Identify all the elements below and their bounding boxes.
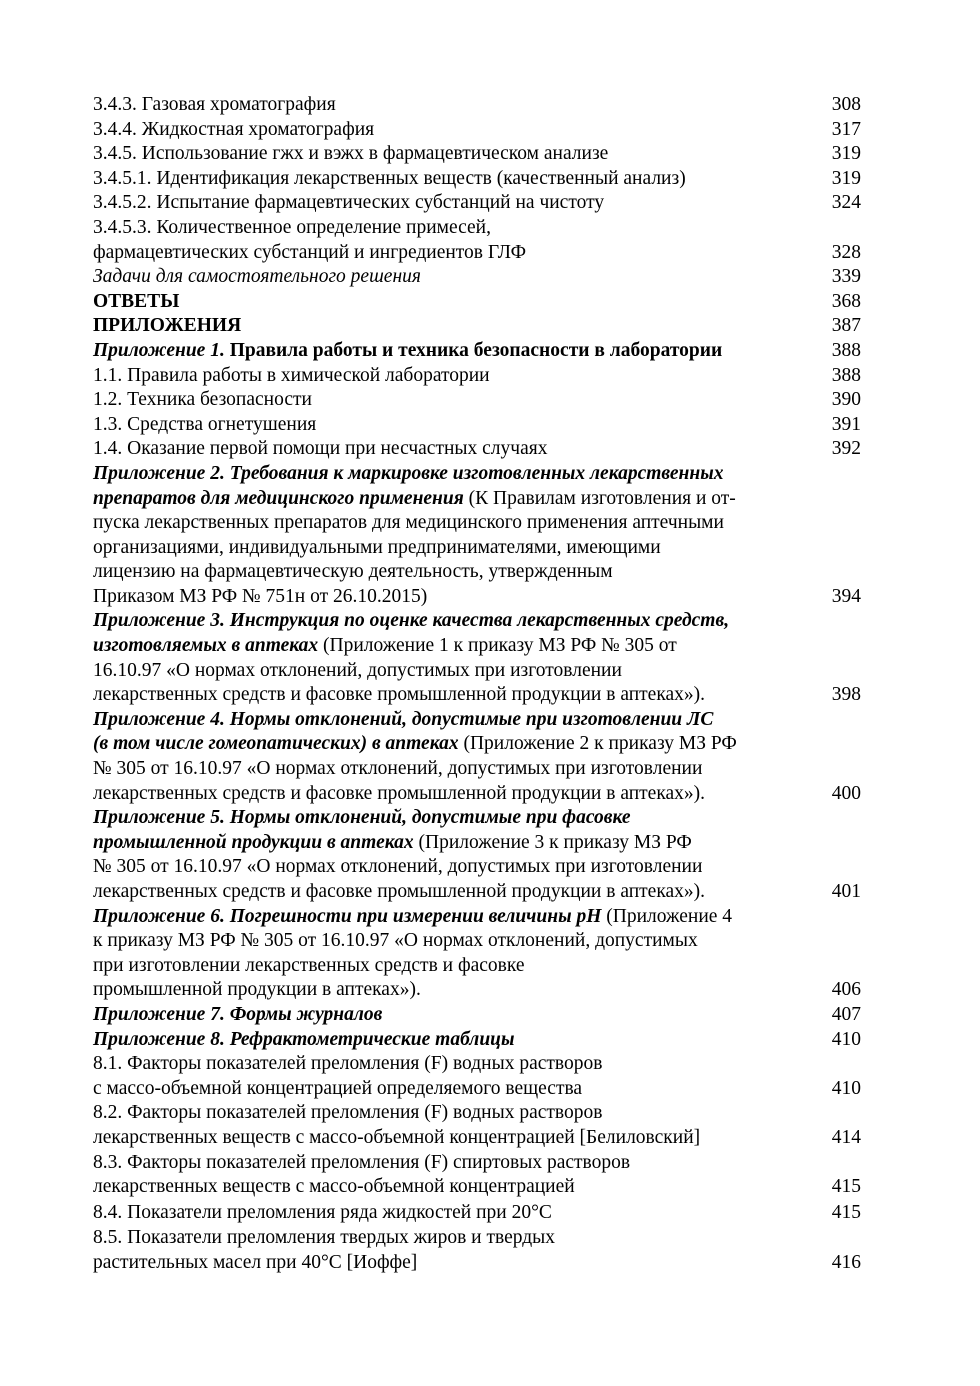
toc-entry-text: 8.2. Факторы показателей преломления (F) водных растворов bbox=[93, 1102, 603, 1124]
toc-page-number: 407 bbox=[831, 1003, 861, 1025]
toc-entry-text: лекарственных средств и фасовке промышленной продукции в аптеках»). bbox=[93, 782, 706, 804]
toc-entry-text: Приложение 5. Нормы отклонений, допустимые при фасовке bbox=[93, 807, 631, 829]
toc-entry-line bbox=[93, 1251, 811, 1276]
toc-page-number: 387 bbox=[831, 315, 861, 337]
toc-entry-line bbox=[93, 757, 811, 782]
toc-entry-line bbox=[93, 708, 811, 733]
toc-entry-text: (в том числе гомеопатических) в аптеках bbox=[93, 733, 459, 755]
toc-entry-text: ОТВЕТЫ bbox=[93, 290, 180, 312]
toc-entry-line bbox=[93, 782, 811, 807]
toc-page-number: 401 bbox=[831, 881, 861, 902]
toc-entry-text: (Приложение 1 к приказу МЗ РФ № 305 от bbox=[318, 635, 677, 657]
toc-entry-text: 3.4.5. Использование гжх и вэжх в фармацевтическом анализе bbox=[93, 143, 609, 165]
toc-entry-line bbox=[93, 191, 811, 216]
toc-entry-text: Приложение 3. Инструкция по оценке качества лекарственных средств, bbox=[93, 610, 730, 632]
toc-entry-text: 3.4.5.3. Количественное определение примесей, bbox=[93, 216, 491, 238]
toc-entry-line bbox=[93, 880, 811, 905]
toc-page-number: 392 bbox=[831, 438, 861, 460]
toc-entry bbox=[93, 905, 861, 1003]
toc-entry-text: ПРИЛОЖЕНИЯ bbox=[93, 315, 242, 337]
toc-page-number: 398 bbox=[831, 684, 861, 706]
toc-entry-line bbox=[93, 487, 811, 512]
toc-entry-text: лекарственных средств и фасовке промышленной продукции в аптеках»). bbox=[93, 881, 706, 902]
toc-page-number: 415 bbox=[831, 1201, 861, 1223]
toc-entry-text: № 305 от 16.10.97 «О нормах отклонений, допустимых при изготовлении bbox=[93, 856, 703, 878]
toc-entry-line bbox=[93, 1126, 811, 1151]
toc-entry-line bbox=[93, 855, 811, 880]
toc-page-number: 324 bbox=[831, 192, 861, 214]
toc-entry-text: пуска лекарственных препаратов для медицинского применения аптечными bbox=[93, 512, 724, 534]
toc-entry-line bbox=[93, 265, 811, 290]
toc-entry-text: 16.10.97 «О нормах отклонений, допустимых при изготовлении bbox=[93, 659, 622, 681]
toc-entry-line bbox=[93, 1003, 811, 1028]
toc-entry bbox=[93, 314, 861, 339]
toc-entry-text: Приказом МЗ РФ № 751н от 26.10.2015) bbox=[93, 585, 428, 607]
toc-entry bbox=[93, 1101, 861, 1150]
toc-entry bbox=[93, 1201, 861, 1226]
toc-entry-line bbox=[93, 659, 811, 684]
toc-entry-line bbox=[93, 609, 811, 634]
toc-entry-text: Приложение 4. Нормы отклонений, допустимые при изготовлении ЛС bbox=[93, 708, 714, 730]
toc-entry bbox=[93, 708, 861, 806]
toc-entry-line bbox=[93, 905, 811, 930]
toc-entry-line bbox=[93, 929, 811, 954]
table-of-contents bbox=[93, 93, 861, 1276]
toc-entry-line bbox=[93, 241, 811, 266]
toc-entry-line bbox=[93, 1151, 811, 1176]
toc-entry-line bbox=[93, 1175, 811, 1200]
toc-entry-line bbox=[93, 118, 811, 143]
toc-entry-text: 8.3. Факторы показателей преломления (F) спиртовых растворов bbox=[93, 1151, 631, 1173]
toc-entry bbox=[93, 339, 861, 364]
toc-entry-line bbox=[93, 585, 811, 610]
toc-entry-line bbox=[93, 413, 811, 438]
toc-entry-line bbox=[93, 683, 811, 708]
toc-entry bbox=[93, 265, 861, 290]
toc-entry-line bbox=[93, 216, 811, 241]
toc-entry bbox=[93, 364, 861, 389]
toc-entry-text: 1.3. Средства огнетушения bbox=[93, 413, 317, 435]
toc-entry bbox=[93, 609, 861, 707]
toc-page-number: 368 bbox=[831, 290, 861, 312]
toc-entry bbox=[93, 388, 861, 413]
toc-page-number: 416 bbox=[831, 1251, 861, 1273]
toc-entry-line bbox=[93, 364, 811, 389]
toc-page-number: 414 bbox=[831, 1126, 861, 1148]
toc-entry bbox=[93, 1003, 861, 1028]
toc-entry-line bbox=[93, 560, 811, 585]
toc-entry-text: Задачи для самостоятельного решения bbox=[93, 266, 421, 288]
toc-entry-text: (Приложение 3 к приказу МЗ РФ bbox=[413, 831, 692, 853]
toc-entry-text: 3.4.4. Жидкостная хроматография bbox=[93, 118, 375, 140]
toc-entry-text: 8.1. Факторы показателей преломления (F) водных растворов bbox=[93, 1053, 603, 1075]
toc-entry bbox=[93, 93, 861, 118]
toc-entry-text: 1.1. Правила работы в химической лаборатории bbox=[93, 364, 490, 386]
toc-entry-line bbox=[93, 437, 811, 462]
toc-entry-line bbox=[93, 1028, 811, 1053]
toc-entry bbox=[93, 118, 861, 143]
toc-page-number: 391 bbox=[831, 413, 861, 435]
toc-entry-text: промышленной продукции в аптеках»). bbox=[93, 979, 421, 1001]
toc-page-number: 308 bbox=[831, 94, 861, 115]
toc-entry-text: лекарственных веществ с массо-объемной концентрацией [Белиловский] bbox=[93, 1126, 701, 1148]
toc-entry-text: 8.5. Показатели преломления твердых жиров и твердых bbox=[93, 1227, 556, 1249]
toc-entry-text: Приложение 2. Требования к маркировке изготовленных лекарственных bbox=[93, 462, 724, 484]
toc-entry-text: (Приложение 4 bbox=[601, 905, 733, 927]
toc-entry bbox=[93, 413, 861, 438]
toc-entry bbox=[93, 290, 861, 315]
toc-entry-line bbox=[93, 732, 811, 757]
toc-entry-line bbox=[93, 388, 811, 413]
toc-entry bbox=[93, 1151, 861, 1200]
toc-entry-line bbox=[93, 511, 811, 536]
toc-entry bbox=[93, 806, 861, 904]
toc-page-number: 415 bbox=[831, 1176, 861, 1198]
toc-entry bbox=[93, 216, 861, 265]
toc-page-number: 410 bbox=[831, 1028, 861, 1050]
toc-page-number: 328 bbox=[831, 241, 861, 263]
toc-page-number: 410 bbox=[831, 1077, 861, 1099]
toc-entry-text: № 305 от 16.10.97 «О нормах отклонений, допустимых при изготовлении bbox=[93, 758, 703, 780]
toc-entry-text: препаратов для медицинского применения bbox=[93, 487, 464, 509]
toc-entry-line bbox=[93, 290, 811, 315]
toc-entry-line bbox=[93, 314, 811, 339]
toc-entry-text: лекарственных средств и фасовке промышленной продукции в аптеках»). bbox=[93, 684, 706, 706]
toc-page-number: 390 bbox=[831, 389, 861, 411]
toc-entry-text: (Приложение 2 к приказу МЗ РФ bbox=[458, 733, 737, 755]
toc-entry-line bbox=[93, 1201, 811, 1226]
toc-entry bbox=[93, 437, 861, 462]
toc-page-number: 406 bbox=[831, 979, 861, 1001]
toc-entry-text: 3.4.5.2. Испытание фармацевтических субстанций на чистоту bbox=[93, 192, 605, 214]
toc-entry-text: промышленной продукции в аптеках bbox=[93, 831, 414, 853]
toc-entry-line bbox=[93, 1101, 811, 1126]
toc-entry-line bbox=[93, 142, 811, 167]
toc-entry-text: Приложение 7. Формы журналов bbox=[93, 1003, 383, 1025]
toc-entry-text: при изготовлении лекарственных средств и фасовке bbox=[93, 954, 525, 976]
toc-entry-line bbox=[93, 93, 811, 118]
toc-page-number: 319 bbox=[831, 167, 861, 189]
toc-entry bbox=[93, 1028, 861, 1053]
toc-entry-text: изготовляемых в аптеках bbox=[93, 635, 319, 657]
toc-entry-text: Приложение 1. bbox=[93, 339, 225, 361]
toc-entry-line bbox=[93, 978, 811, 1003]
toc-entry bbox=[93, 1052, 861, 1101]
toc-entry-text: 3.4.5.1. Идентификация лекарственных веществ (качественный анализ) bbox=[93, 167, 686, 189]
toc-entry-text: фармацевтических субстанций и ингредиентов ГЛФ bbox=[93, 241, 527, 263]
toc-page-number: 394 bbox=[831, 585, 861, 607]
toc-entry-text: 8.4. Показатели преломления ряда жидкостей при 20°С bbox=[93, 1201, 552, 1223]
toc-page-number: 339 bbox=[831, 266, 861, 288]
toc-entry bbox=[93, 462, 861, 610]
toc-entry-line bbox=[93, 831, 811, 856]
toc-entry-text: лицензию на фармацевтическую деятельность, утвержденным bbox=[93, 561, 613, 583]
toc-entry-line bbox=[93, 1226, 811, 1251]
toc-entry-text: растительных масел при 40°С [Иоффе] bbox=[93, 1251, 418, 1273]
toc-entry bbox=[93, 167, 861, 192]
toc-entry-text: к приказу МЗ РФ № 305 от 16.10.97 «О нормах отклонений, допустимых bbox=[93, 930, 698, 952]
toc-page-number: 317 bbox=[831, 118, 861, 140]
toc-page-number: 400 bbox=[831, 782, 861, 804]
toc-entry-text: 1.2. Техника безопасности bbox=[93, 389, 312, 411]
toc-page-number: 388 bbox=[831, 339, 861, 361]
toc-entry-line bbox=[93, 634, 811, 659]
toc-entry-line bbox=[93, 1052, 811, 1077]
toc-entry-text: организациями, индивидуальными предпринимателями, имеющими bbox=[93, 536, 661, 558]
toc-entry-line bbox=[93, 167, 811, 192]
toc-entry-line bbox=[93, 339, 811, 364]
toc-entry-text: Правила работы и техника безопасности в лаборатории bbox=[224, 339, 723, 361]
toc-page-number: 319 bbox=[831, 143, 861, 165]
toc-entry-line bbox=[93, 462, 811, 487]
toc-entry-line bbox=[93, 806, 811, 831]
toc-entry bbox=[93, 191, 861, 216]
toc-entry-text: (К Правилам изготовления и от- bbox=[463, 487, 736, 509]
toc-entry-text: Приложение 6. Погрешности при измерении величины pH bbox=[93, 905, 602, 927]
toc-entry-text: лекарственных веществ с массо-объемной концентрацией bbox=[93, 1176, 575, 1198]
toc-entry-line bbox=[93, 954, 811, 979]
toc-entry bbox=[93, 142, 861, 167]
toc-entry bbox=[93, 1226, 861, 1275]
toc-entry-line bbox=[93, 536, 811, 561]
toc-entry-line bbox=[93, 1077, 811, 1102]
toc-entry-text: с массо-объемной концентрацией определяемого вещества bbox=[93, 1077, 583, 1099]
toc-entry-text: Приложение 8. Рефрактометрические таблицы bbox=[93, 1028, 515, 1050]
toc-entry-text: 1.4. Оказание первой помощи при несчастных случаях bbox=[93, 438, 548, 460]
toc-entry-text: 3.4.3. Газовая хроматография bbox=[93, 94, 336, 115]
toc-page-number: 388 bbox=[831, 364, 861, 386]
